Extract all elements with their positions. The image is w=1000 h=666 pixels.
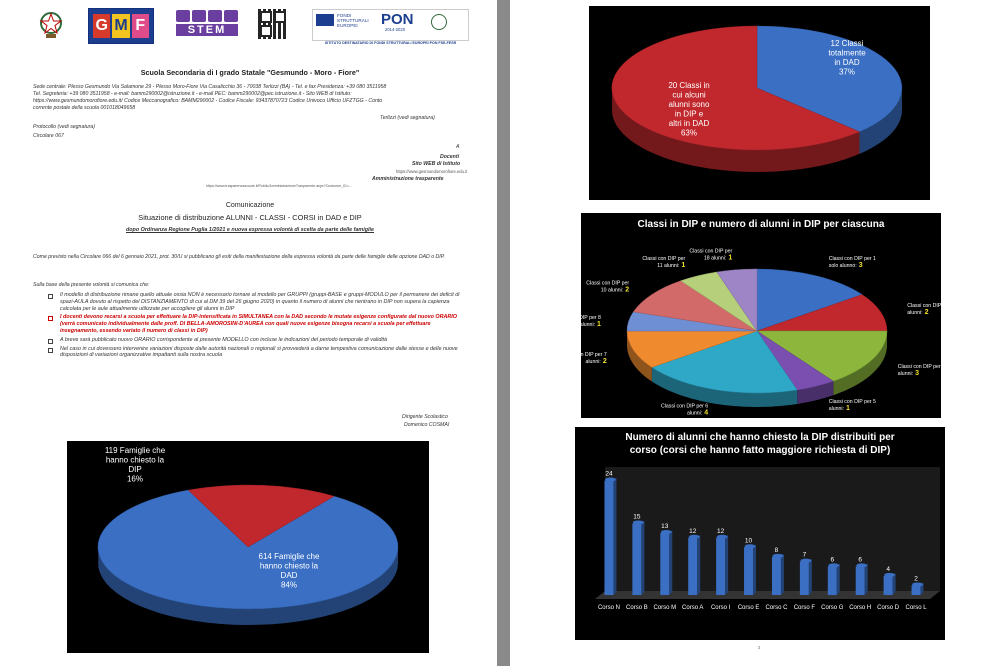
courses-category-4: Corso A [682,605,704,611]
ministry-seal-icon [431,14,447,30]
courses-bar-top-6 [745,544,756,548]
dip-label-3: Classi con DIP per 4 alunni: 3 [897,363,945,377]
pon-caption: ISTITUTO DESTINATARIO DI FONDI STRUTTURALI EUROPEI PON FSE-FESR [324,41,457,45]
lead-sentence: Sulla base della presente volontà si comunica che: [33,282,150,288]
courses-chart-title: Numero di alunni che hanno chiesto la DIP distribuiti per corso (corsi che hanno fatto maggiore richiesta di DIP) [625,432,895,456]
protocol: Protocollo (vedi segnatura) [33,124,95,130]
courses-bar-side-3 [669,530,672,595]
families-pie-svg [67,441,429,653]
bullet-item-2: I docenti devono recarsi a scuola per effettuare la DIP-intensificata in SIMULTANEA con la DAD secondo le mutate esigenze configurate dal nuovo ORARIO (verrà comunicato individualmente dalle proff. DI BELLA-AMOROSINI-D'AUREA con quali nuove esigenze bisogna recarsi a scuola per effettuare insegnamento, essendo variato il numero di classi in DIP) [48,314,460,334]
courses-bar-top-10 [856,563,867,567]
classes-pie-svg [589,6,930,200]
courses-category-7: Corso C [765,605,788,611]
classes-label-mixed: 20 Classi in cui alcuni alunni sono in DIP e altri in DAD 63% [668,81,710,138]
courses-value-3: 13 [661,523,669,530]
families-label-dad: 614 Famiglie che hanno chiesto la DAD 84% [258,552,320,590]
bullet-item-4: Nel caso in cui dovessero intervenire variazioni disposte dalle autorità nazionali o regionali si provvederà a darne tempestiva comunicazione dalle stesse e delle nuove disposizioni di variazioni organizzative impattanti sulla nostra scuola [48,346,460,360]
courses-bar-5 [716,538,725,595]
pon-text: PON [381,11,414,28]
courses-category-10: Corso H [849,605,872,611]
dip-label-6: Classi con DIP per 7 alunni: 2 [559,352,607,366]
courses-bar-4 [688,538,697,595]
courses-bar-top-9 [828,563,839,567]
site-url: https://www.gesmundomorofiore.edu.it [396,169,468,174]
dip-label-4: Classi con DIP per 5 alunni: 1 [828,398,876,412]
admin-url: https://www.trasparenzascuole.it/Public/AmministrazioneTrasparente.aspx?Customer_ID=... [206,184,352,188]
courses-bar-svg [575,427,945,640]
recipient-admin: Amministrazione trasparente [372,176,444,182]
courses-value-11: 4 [886,565,890,573]
intro-paragraph: Come previsto nella Circolare 066 del 6 gennaio 2021, prot. 30/U si pubblicano gli esiti della manifestazione della espressa volontà da parte delle famiglie delle opzione DAD o DIP. [33,254,445,260]
courses-bar-top-7 [772,554,783,558]
courses-bar-top-1 [605,478,616,482]
courses-bar-side-7 [781,554,784,595]
courses-bar-side-8 [809,559,812,595]
eu-flag-icon [316,14,334,26]
courses-bar-9 [828,566,837,595]
place-date: Terlizzi (vedi segnatura) [380,115,435,121]
gmf-letter-f: F [132,14,149,38]
document-page-1 [0,0,497,666]
signature-role: Dirigente Scolastico [402,414,448,420]
courses-bar-top-12 [912,582,923,586]
courses-category-3: Corso M [653,605,677,611]
page-number: 2 [758,645,761,650]
bullet-item-1: Il modello di distribuzione rimane quello attuale ossia NON è necessario tornare al modello per GRUPPI (gruppi-BASE e gruppi-MODULO per il permanere dei deficit di spazi-AULA dovuto al rispetto del DISTANZIAMENTO di cui al DM 39 del 26 giugno 2020) in quanto il numero di alunni che rientrano in DIP non supera la capienza calcolata per le aule attualmente utilizzate per accogliere gli alunni in DIP [48,292,460,312]
communication-heading: Comunicazione [225,202,275,209]
stem-logo [176,10,240,44]
courses-bar-side-9 [837,563,840,595]
dip-label-7: Classi con DIP per 8 alunni: 1 [553,314,601,328]
gmf-logo [88,8,154,44]
pon-years: 2014-2020 [385,27,406,32]
address-line-2: Tel. Segreteria: +39 080 3511958 - e-mail: bamm290002@istruzione.it - e-mail PEC: bamm290002@pec.istruzione.it - Sito WEB di Istituto: [33,91,352,97]
communication-title: Situazione di distribuzione ALUNNI - CLASSI - CORSI in DAD e DIP [138,213,362,222]
classes-label-dad: 12 Classi totalmente in DAD 37% [828,39,866,77]
courses-bar-side-1 [613,478,616,595]
courses-bar-3 [660,533,669,595]
gmf-letter-g: G [93,14,110,38]
courses-bar-6 [744,547,753,595]
courses-bar-11 [884,576,893,595]
dip-chart-title: Classi in DIP e numero di alunni in DIP per ciascuna [637,219,885,230]
courses-category-1: Corso N [597,605,620,611]
italian-emblem-icon [38,8,64,40]
address-line-4: corrente postale della scuola 001018049658 [33,105,136,111]
courses-bar-side-6 [753,544,756,595]
courses-bar-top-5 [717,535,728,539]
families-pie-chart [67,441,429,653]
courses-category-11: Corso D [877,605,900,611]
courses-bar-side-5 [725,535,728,595]
courses-bar-top-2 [633,520,644,524]
classes-pie-chart [589,6,930,200]
courses-value-1: 24 [605,470,613,478]
recipient-docenti: Docenti [440,154,460,160]
communication-subtitle: dopo Ordinanza Regione Puglia 1/2021 e nuova espressa volontà di scelta da parte delle famiglie [125,227,375,233]
signature-name: Domenico COSMAI [404,422,450,428]
recipient-a: A [456,144,460,150]
courses-category-9: Corso G [821,605,844,611]
dip-classes-pie-chart [553,213,955,418]
document-page-2 [510,0,1000,666]
address-line-1: Sede centrale: Plesso Gesmundo Via Salamone 29 - Plesso Moro-Fiore Via Casalicchio 36 - 70038 Terlizzi (BA) - Tel. e fax Presidenza: +39 080 3511958 [33,84,387,90]
courses-bar-2 [632,523,641,595]
courses-category-5: Corso I [710,605,731,611]
dip-label-10: Classi con DIP per 18 alunni: 1 [689,248,733,262]
fondi-text: FONDI STRUTTURALI EUROPEI [337,13,369,28]
courses-bar-top-11 [884,573,895,577]
gmf-letter-m: M [112,14,129,38]
courses-value-8: 7 [802,551,807,559]
courses-category-6: Corso E [737,605,760,611]
courses-bar-side-4 [697,535,700,595]
courses-category-8: Corso F [793,605,816,611]
courses-category-2: Corso B [626,605,648,611]
qr-code-icon [258,9,288,39]
families-label-dip: 119 Famiglie che hanno chiesto la DIP 16% [104,446,166,484]
dip-label-9: Classi con DIP per 11 alunni: 1 [642,256,686,270]
courses-value-4: 12 [689,527,697,535]
courses-value-10: 6 [858,556,863,564]
courses-bar-chart [575,427,945,640]
address-line-3: https://www.gesmundomorofiore.edu.it/ Codice Meccanografico: BAMM290002 - Codice Fiscale: 93437870723 Codice Univoco Ufficio UFZTGG - Conto [33,98,383,104]
circular-number: Circolare 067 [33,133,64,139]
stem-text: STEM [176,24,238,36]
courses-value-12: 2 [914,575,918,583]
courses-category-12: Corso L [905,605,927,611]
recipient-sito: Sito WEB di Istituto [412,161,461,167]
pon-banner [312,9,469,45]
bullet-item-3: A breve sarà pubblicato nuovo ORARIO corrispondente al presente MODELLO con incluse le indicazioni del periodo temporale di validità [48,337,460,344]
courses-value-2: 15 [633,513,641,521]
courses-bar-top-4 [689,535,700,539]
dip-label-8: Classi con DIP per 10 alunni: 2 [586,280,630,294]
courses-bar-top-3 [661,530,672,534]
courses-value-6: 10 [744,537,753,545]
courses-bar-1 [604,481,613,595]
courses-value-5: 12 [717,527,725,535]
courses-bar-side-10 [865,563,868,595]
courses-bar-side-2 [641,520,644,595]
dip-label-2: Classi con DIP per 2 alunni: 2 [907,302,955,316]
courses-bar-10 [856,566,865,595]
dip-label-5: Classi con DIP per 6 alunni: 4 [660,403,709,417]
bullet-list [48,292,460,361]
courses-value-7: 8 [774,546,779,554]
courses-value-9: 6 [830,556,835,564]
courses-bar-7 [772,557,781,595]
courses-bar-12 [912,585,921,595]
courses-bar-8 [800,562,809,595]
dip-label-1: Classi con DIP per 1 solo alunno: 3 [828,256,876,270]
dip-classes-pie-svg [553,213,955,418]
school-name: Scuola Secondaria di I grado Statale "Gesmundo - Moro - Fiore" [140,68,360,77]
courses-bar-top-8 [800,559,811,563]
